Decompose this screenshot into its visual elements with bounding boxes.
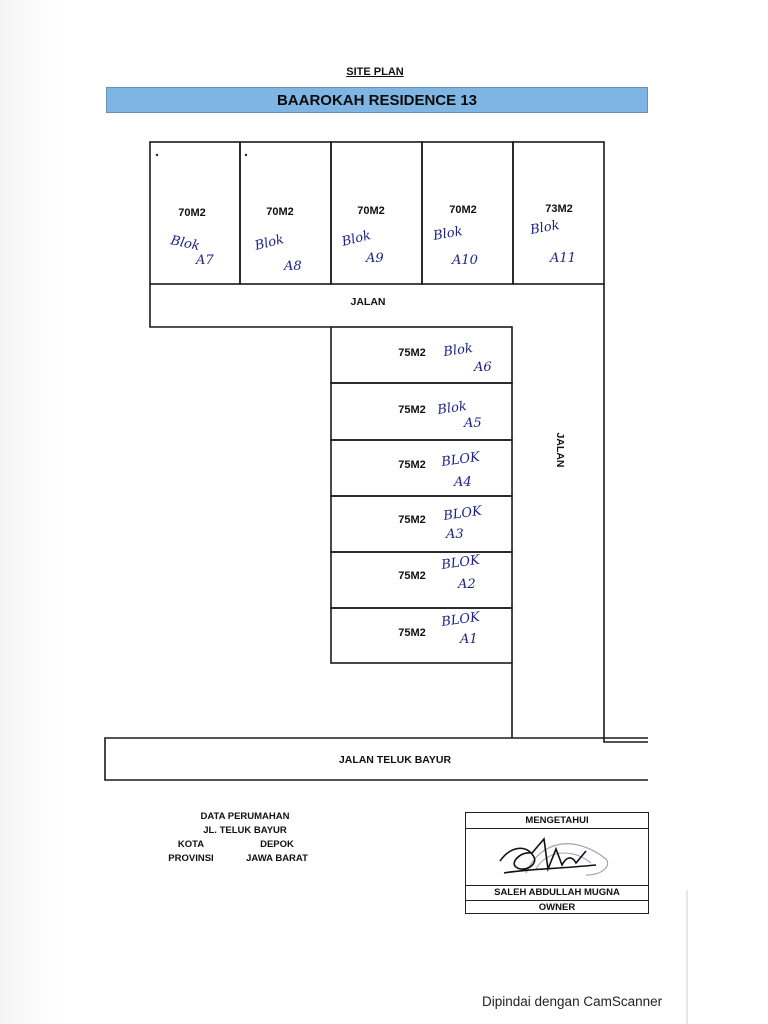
camscanner-footer: Dipindai dengan CamScanner bbox=[482, 994, 663, 1009]
lot-a9-handwritten-id: A9 bbox=[366, 251, 384, 266]
lot-a5-handwritten-blok: Blok bbox=[436, 399, 468, 418]
lot-a9-handwritten-blok: Blok bbox=[340, 228, 373, 250]
lot-a3-handwritten-blok: BLOK bbox=[442, 503, 483, 524]
site-plan-subtitle: SITE PLAN bbox=[346, 66, 404, 78]
lot-a1-handwritten-id: A1 bbox=[460, 632, 478, 647]
housing-data-block bbox=[150, 810, 360, 866]
lot-a8-handwritten-blok: Blok bbox=[253, 232, 286, 254]
city-label: KOTA bbox=[177, 839, 205, 850]
lot-a11-handwritten-id: A11 bbox=[550, 251, 576, 266]
jalan-teluk-bayur-label: JALAN TELUK BAYUR bbox=[338, 754, 452, 766]
province-value: JAWA BARAT bbox=[246, 853, 308, 864]
approval-header: MENGETAHUI bbox=[466, 813, 648, 829]
owner-name: SALEH ABDULLAH MUGNA bbox=[466, 885, 648, 901]
lot-a1-handwritten-blok: BLOK bbox=[440, 609, 481, 630]
lot-a11-handwritten-blok: Blok bbox=[529, 218, 561, 238]
lot-a6-handwritten-id: A6 bbox=[474, 360, 492, 375]
lot-a8-area: 70M2 bbox=[266, 206, 294, 218]
approval-box bbox=[465, 812, 649, 914]
lot-a2-area: 75M2 bbox=[398, 570, 426, 582]
lot-a4-area: 75M2 bbox=[398, 459, 426, 471]
lot-a3-area: 75M2 bbox=[398, 514, 426, 526]
jalan-horizontal-label: JALAN bbox=[350, 296, 386, 308]
lot-a3-handwritten-id: A3 bbox=[446, 527, 464, 542]
city-row bbox=[150, 838, 360, 852]
lot-a2-handwritten-id: A2 bbox=[458, 577, 476, 592]
lot-a6-area: 75M2 bbox=[398, 347, 426, 359]
lot-a4-handwritten-blok: BLOK bbox=[440, 449, 481, 470]
lot-a4-handwritten-id: A4 bbox=[454, 475, 472, 490]
lot-a6-handwritten-blok: Blok bbox=[442, 341, 474, 360]
signature-stamp bbox=[486, 829, 626, 885]
jalan-vertical-label: JALAN bbox=[554, 432, 566, 468]
owner-role: OWNER bbox=[538, 902, 576, 913]
lot-a1-area: 75M2 bbox=[398, 627, 426, 639]
lot-a11-area: 73M2 bbox=[545, 203, 573, 215]
lot-a9-area: 70M2 bbox=[357, 205, 385, 217]
lot-a5-area: 75M2 bbox=[398, 404, 426, 416]
lot-a10-handwritten-id: A10 bbox=[452, 253, 478, 268]
lot-a7-handwritten-id: A7 bbox=[196, 253, 214, 268]
province-label: PROVINSI bbox=[168, 853, 214, 864]
lot-a10-handwritten-blok: Blok bbox=[432, 224, 464, 244]
jalan-horizontal-outline bbox=[150, 284, 331, 327]
lot-a7-area: 70M2 bbox=[178, 207, 206, 219]
housing-address: JL. TELUK BAYUR bbox=[203, 825, 287, 836]
city-value: DEPOK bbox=[260, 839, 294, 850]
page-title: BAAROKAH RESIDENCE 13 bbox=[276, 91, 478, 109]
signature-scribble bbox=[500, 839, 596, 873]
jalan-vertical-outline bbox=[604, 284, 648, 742]
lot-a5-handwritten-id: A5 bbox=[464, 416, 482, 431]
province-row bbox=[150, 852, 360, 866]
lot-a7-handwritten-blok: Blok bbox=[169, 233, 202, 255]
lot-a8-handwritten-id: A8 bbox=[284, 259, 302, 274]
scan-dot bbox=[245, 154, 247, 156]
lot-a10-area: 70M2 bbox=[449, 204, 477, 216]
housing-data-title: DATA PERUMAHAN bbox=[200, 811, 290, 822]
scan-dot bbox=[156, 154, 158, 156]
lot-a2-handwritten-blok: BLOK bbox=[440, 552, 481, 573]
